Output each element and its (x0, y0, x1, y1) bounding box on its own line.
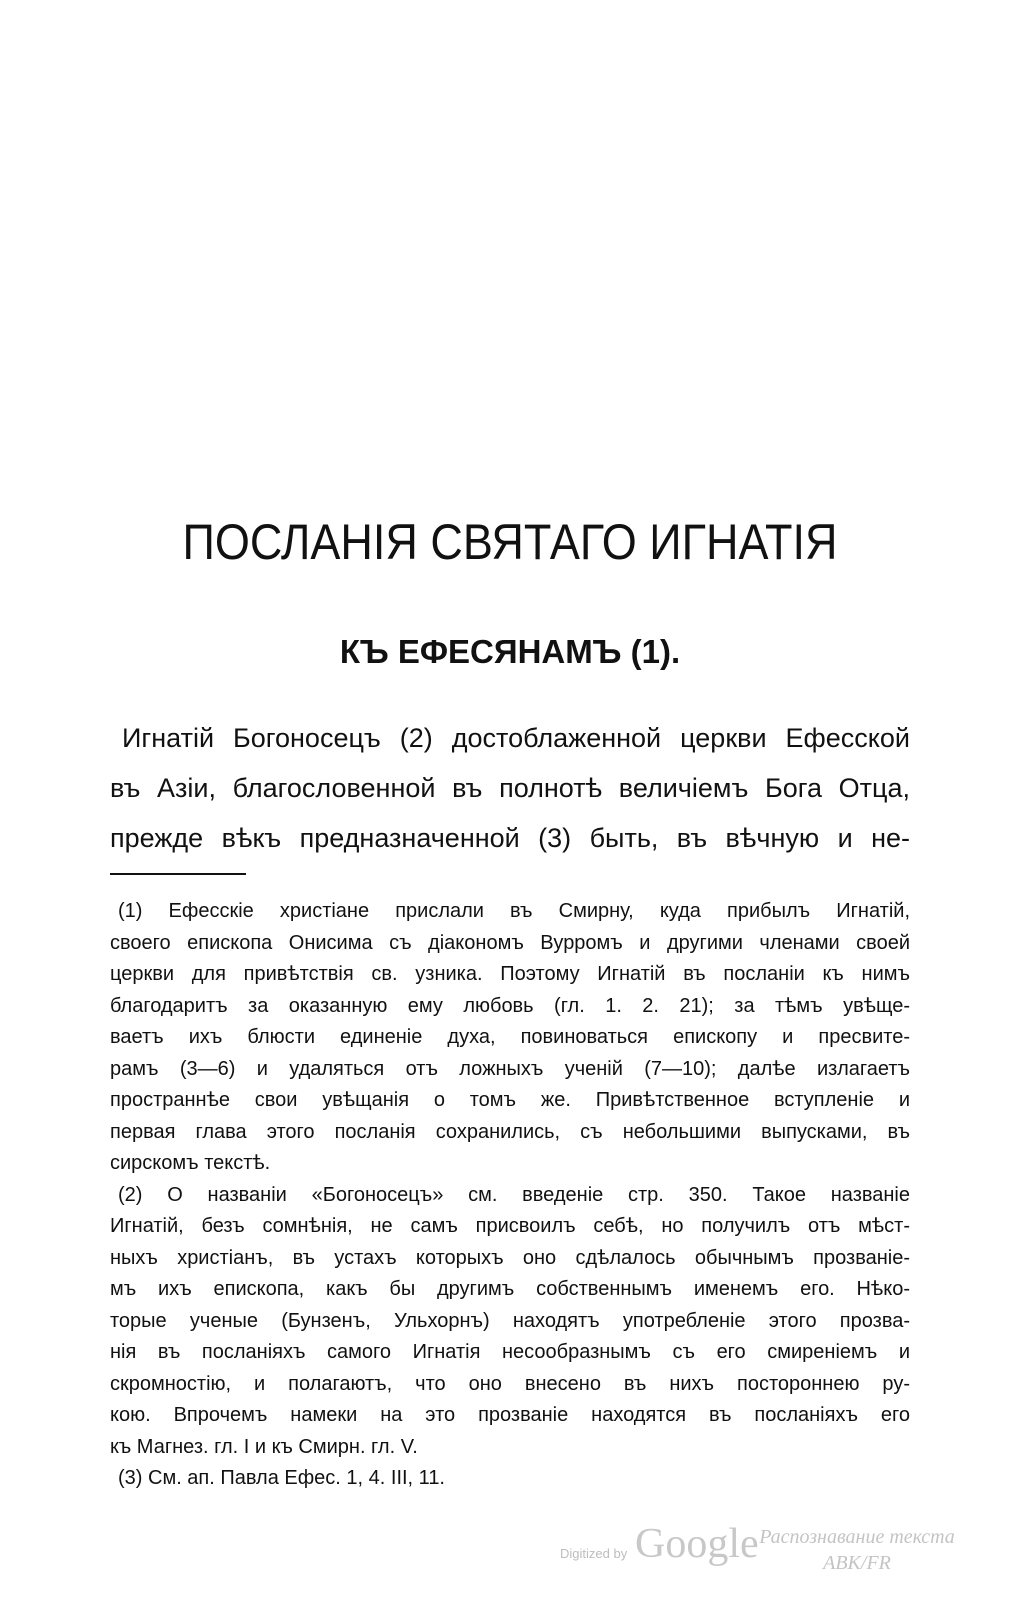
footnote-line: рамъ (3—6) и удаляться отъ ложныхъ ученій (7—10); далѣе излагаетъ (110, 1057, 910, 1080)
ocr-credit-line: Распознавание текста (759, 1526, 955, 1548)
footnote-line: (3) См. ап. Павла Ефес. 1, 4. III, 11. (118, 1467, 445, 1489)
footnote-line: торые ученые (Бунзенъ, Ульхорнъ) находятъ употребленіе этого прозва- (110, 1309, 910, 1332)
footnote-line: ныхъ христіанъ, въ устахъ которыхъ оно сдѣлалось обычнымъ прозваніе- (110, 1246, 910, 1269)
footnote-line: первая глава этого посланія сохранились, съ небольшими выпусками, въ (110, 1120, 910, 1143)
epistle-subtitle: КЪ ЕФЕСЯНАМЪ (1). (339, 633, 681, 670)
ocr-credit-stamp (752, 1524, 962, 1576)
google-logo: Google (635, 1521, 759, 1567)
footnote-line: сирскомъ текстѣ. (110, 1152, 271, 1174)
footnote-line: церкви для привѣтствія св. узника. Поэтому Игнатій въ посланіи къ нимъ (110, 963, 910, 985)
body-line: въ Азіи, благословенной въ полнотѣ величіемъ Бога Отца, (110, 773, 910, 803)
digitized-by-label: Digitized by (560, 1546, 628, 1561)
page-title: ПОСЛАНІЯ СВЯТАГО ИГНАТІЯ (182, 514, 838, 570)
footnote-line: (2) О названіи «Богоносецъ» см. введеніе стр. 350. Такое названіе (118, 1183, 910, 1206)
footnote-3 (110, 1463, 910, 1495)
footnotes (110, 896, 910, 1495)
body-line: прежде вѣкъ предназначенной (3) быть, въ вѣчную и не- (110, 823, 910, 853)
footnote-2 (110, 1180, 910, 1464)
footnote-1 (110, 896, 910, 1180)
footnote-line: благодаритъ за оказанную ему любовь (гл. 1. 2. 21); за тѣмъ увѣще- (110, 994, 910, 1017)
main-text (110, 713, 910, 863)
footnote-line: кою. Впрочемъ намеки на это прозваніе находятся въ посланіяхъ его (110, 1404, 910, 1426)
footnote-line: пространнѣе свои увѣщанія о томъ же. Привѣтственное вступленіе и (110, 1089, 910, 1111)
footnote-line: скромностію, и полагаютъ, что оно внесено въ нихъ постороннею ру- (110, 1372, 910, 1395)
footnote-line: Игнатій, безъ сомнѣнія, не самъ присвоилъ себѣ, но получилъ отъ мѣст- (110, 1215, 910, 1237)
footnote-line: ваетъ ихъ блюсти единеніе духа, повиноваться епископу и пресвите- (110, 1026, 910, 1048)
footnote-line: мъ ихъ епископа, какъ бы другимъ собственнымъ именемъ его. Нѣко- (110, 1278, 910, 1300)
ocr-credit-line: ABK/FR (823, 1552, 891, 1574)
footnote-line: своего епископа Онисима съ діакономъ Вурромъ и другими членами своей (110, 931, 910, 954)
footnote-line: къ Магнез. гл. I и къ Смирн. гл. V. (110, 1435, 418, 1458)
footnote-line: нія въ посланіяхъ самого Игнатія несообразнымъ съ его смиреніемъ и (110, 1341, 910, 1363)
digitization-watermark (560, 1520, 980, 1590)
footnote-separator (110, 873, 246, 875)
footnote-line: (1) Ефесскіе христіане прислали въ Смирну, куда прибылъ Игнатій, (118, 900, 910, 922)
body-line: Игнатій Богоносецъ (2) достоблаженной церкви Ефесской (122, 723, 910, 753)
